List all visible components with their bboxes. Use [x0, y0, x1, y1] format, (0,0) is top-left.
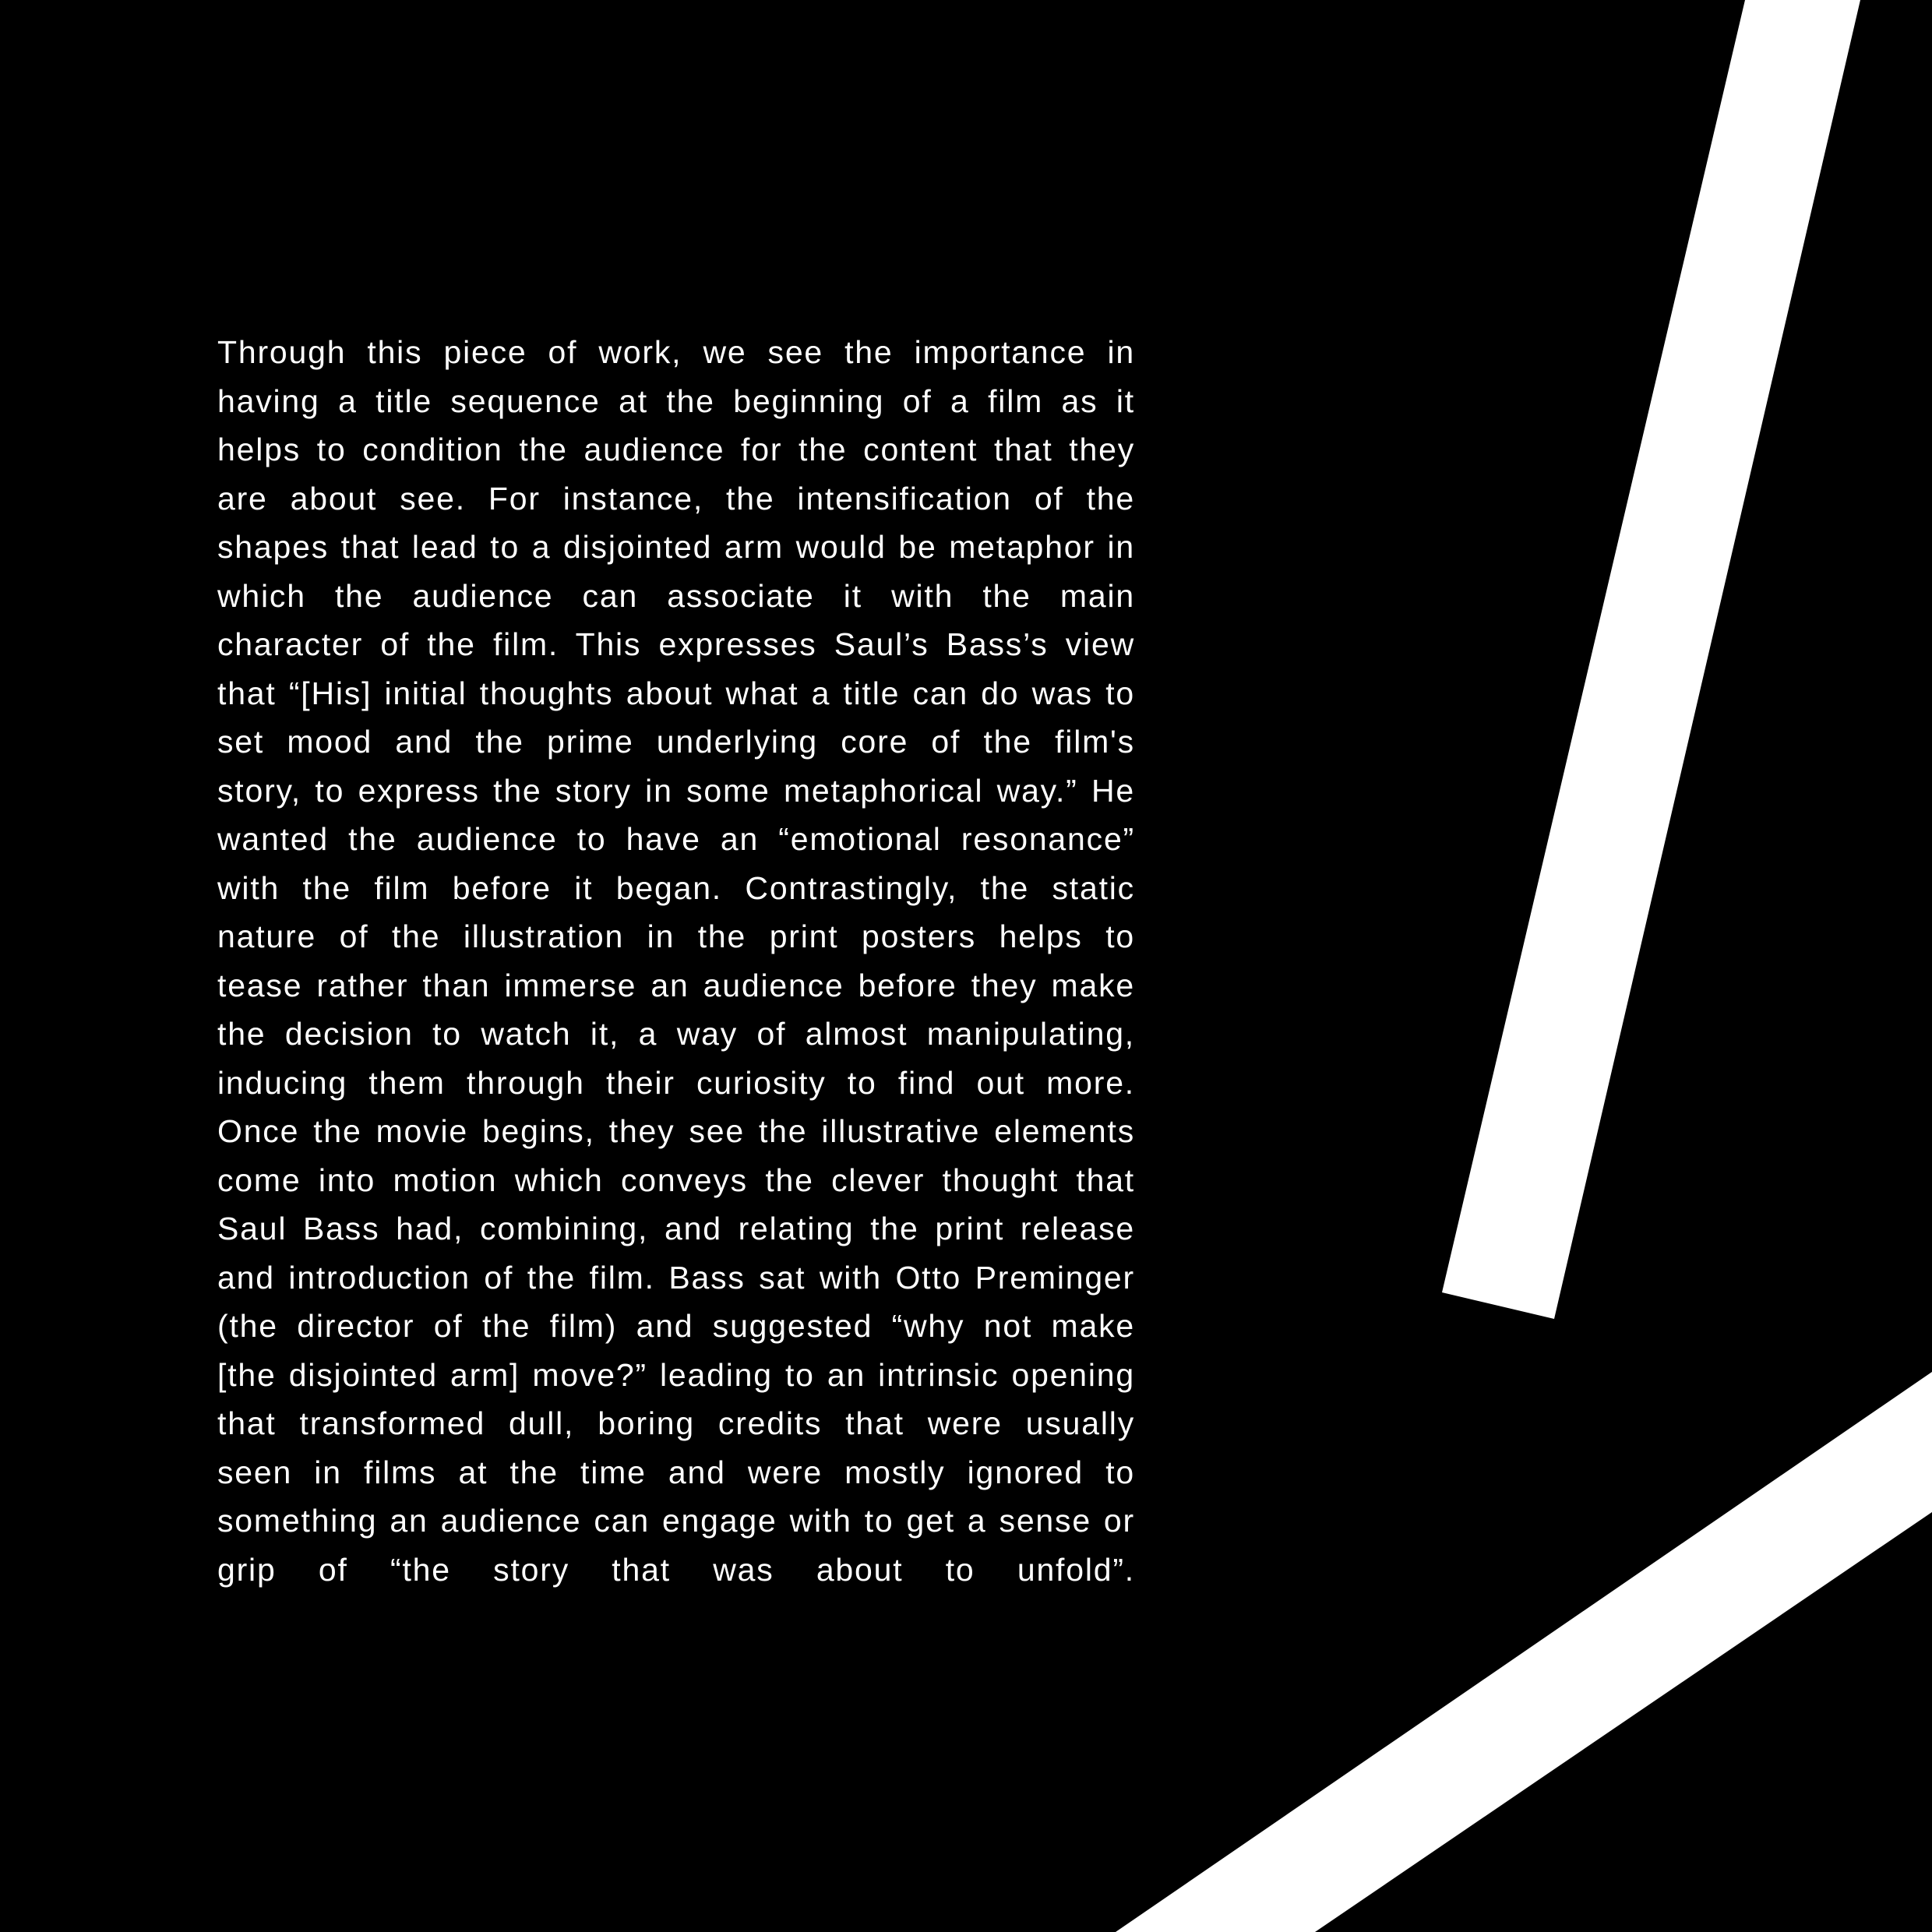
paragraph-line: [the disjointed arm] move?” leading to an intrinsic opening: [217, 1356, 1135, 1393]
paragraph-line: that “[His] initial thoughts about what a title can do was to: [217, 675, 1135, 711]
paragraph-line: and introduction of the film. Bass sat with Otto Preminger: [217, 1259, 1135, 1296]
diagonal-bar-lower: [1116, 1372, 1932, 1932]
paragraph-line: are about see. For instance, the intensification of the: [217, 480, 1135, 516]
paragraph-line: Through this piece of work, we see the importance in: [217, 334, 1135, 370]
paragraph-line: come into motion which conveys the clever thought that: [217, 1162, 1135, 1198]
paragraph-line: story, to express the story in some metaphorical way.” He: [217, 772, 1135, 809]
paragraph-line: which the audience can associate it with the main: [217, 577, 1135, 614]
paragraph-line: Once the movie begins, they see the illustrative elements: [217, 1113, 1135, 1149]
paragraph-line: inducing them through their curiosity to find out more.: [217, 1064, 1135, 1101]
body-paragraph: [217, 328, 1135, 1594]
paragraph-line: with the film before it began. Contrastingly, the static: [217, 869, 1135, 906]
paragraph-line: grip of “the story that was about to unfold”.: [217, 1551, 1135, 1588]
diagonal-bar-upper: [1442, 0, 1860, 1319]
paragraph-line: something an audience can engage with to get a sense or: [217, 1503, 1135, 1539]
paragraph-line: the decision to watch it, a way of almost manipulating,: [217, 1016, 1135, 1052]
paragraph-line: wanted the audience to have an “emotional resonance”: [217, 821, 1135, 857]
paragraph-line: shapes that lead to a disjointed arm would be metaphor in: [217, 529, 1135, 565]
paragraph-line: helps to condition the audience for the content that they: [217, 432, 1135, 467]
paragraph-line: nature of the illustration in the print posters helps to: [217, 918, 1135, 954]
paragraph-line: Saul Bass had, combining, and relating the print release: [217, 1211, 1135, 1246]
paragraph-line: character of the film. This expresses Saul’s Bass’s view: [217, 626, 1135, 662]
paragraph-line: (the director of the film) and suggested “why not make: [217, 1308, 1135, 1344]
paragraph-line: set mood and the prime underlying core of the film's: [217, 724, 1135, 760]
paragraph-line: seen in films at the time and were mostly ignored to: [217, 1454, 1135, 1490]
paragraph-line: that transformed dull, boring credits that were usually: [217, 1405, 1135, 1441]
paragraph-line: tease rather than immerse an audience before they make: [217, 967, 1135, 1003]
paragraph-line: having a title sequence at the beginning of a film as it: [217, 383, 1135, 419]
